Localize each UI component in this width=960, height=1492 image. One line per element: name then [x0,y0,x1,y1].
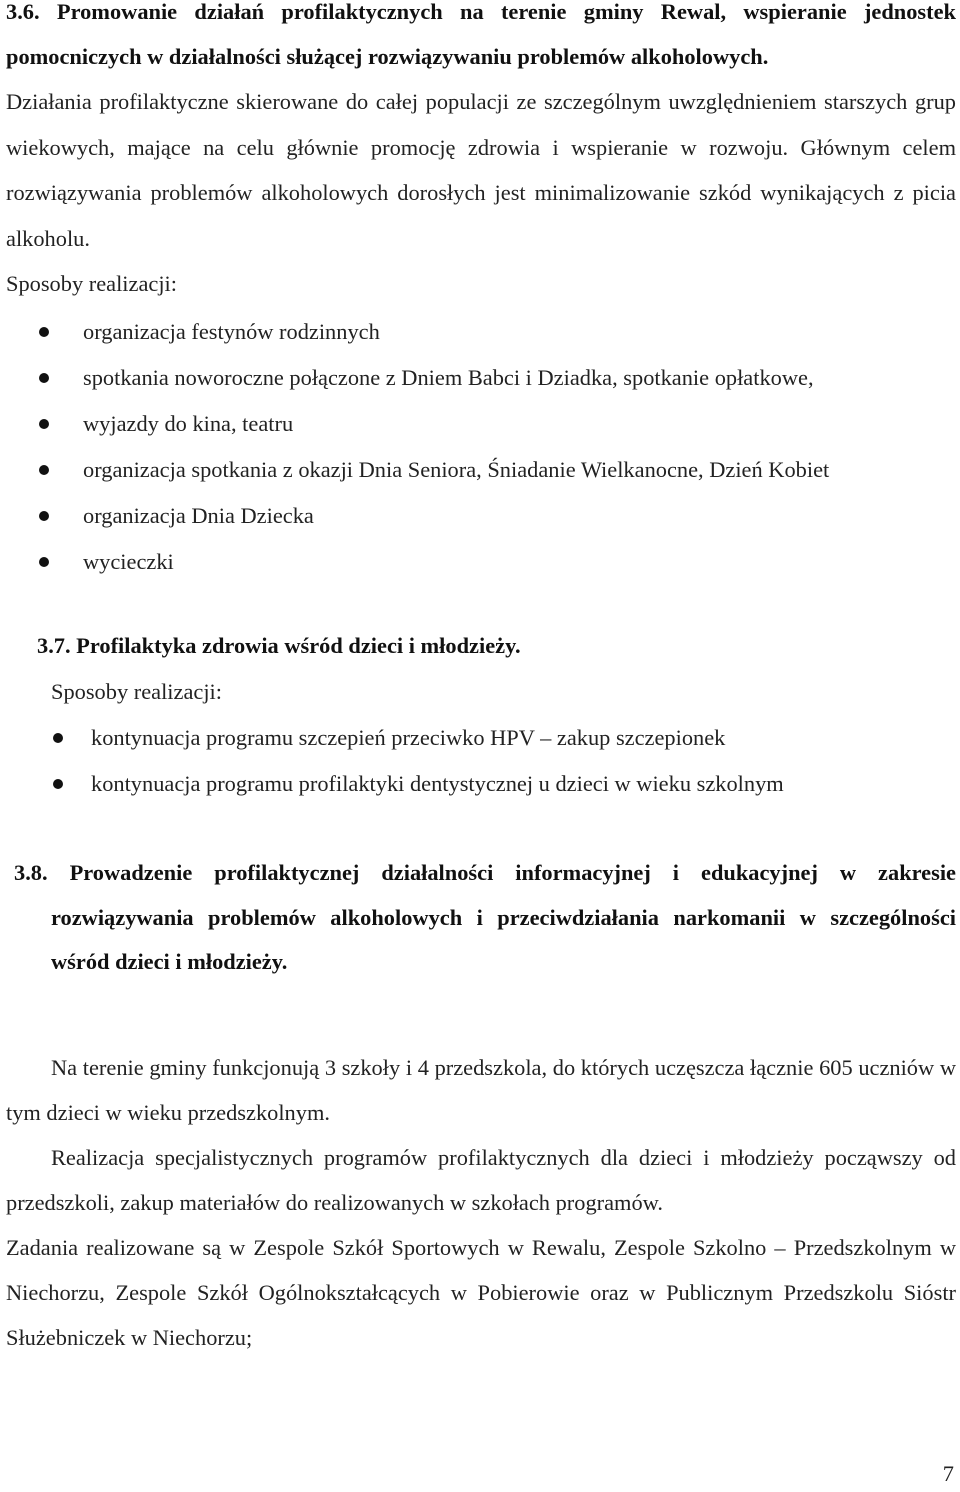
list-item [6,539,956,585]
list-item-text: organizacja Dnia Dziecka [83,503,314,528]
list-item-text: spotkania noworoczne połączone z Dniem Babci i Dziadka, spotkanie opłatkowe, [83,365,814,390]
bullet-icon [53,779,63,789]
bullet-icon [39,373,49,383]
bullet-icon [39,419,49,429]
section-3-6-methods-list [6,309,956,585]
list-item [6,761,956,807]
bullet-icon [39,511,49,521]
section-3-7-heading: 3.7. Profilaktyka zdrowia wśród dzieci i młodzieży. [37,633,521,658]
section-3-8-paragraph-schools: Na terenie gminy funkcjonują 3 szkoły i 4 przedszkola, do których uczęszcza łącznie 605 uczniów w tym dzieci w wieku przedszkolnym. [6,1054,956,1125]
list-item [6,493,956,539]
list-item-text: organizacja spotkania z okazji Dnia Seniora, Śniadanie Wielkanocne, Dzień Kobiet [83,457,830,482]
list-item [6,355,956,401]
section-3-7-methods-label: Sposoby realizacji: [51,679,222,704]
bullet-icon [39,557,49,567]
list-item [6,401,956,447]
list-item [6,447,956,493]
section-3-8-heading: 3.8. Prowadzenie profilaktycznej działalności informacyjnej i edukacyjnej w zakresie rozwiązywania problemów alkoholowych i przeciwdziałania narkomanii w szczególności wśród dzieci i młodzieży. [14,860,956,974]
page-number: 7 [942,1461,954,1486]
section-3-8-paragraph-programs: Realizacja specjalistycznych programów profilaktycznych dla dzieci i młodzieży począwszy od przedszkoli, zakup materiałów do realizowanych w szkołach programów. [6,1144,956,1215]
document-page [6,0,956,1360]
list-item-text: kontynuacja programu profilaktyki dentystycznej u dzieci w wieku szkolnym [91,771,784,796]
bullet-icon [39,327,49,337]
list-item-text: wyjazdy do kina, teatru [83,411,294,436]
section-3-8-paragraph-institutions: Zadania realizowane są w Zespole Szkół Sportowych w Rewalu, Zespole Szkolno – Przedszkolnym w Niechorzu, Zespole Szkół Ogólnokształcących w Pobierowie oraz w Publicznym Przedszkolu Sióstr Służebniczek w Niechorzu; [6,1234,956,1350]
bullet-icon [39,465,49,475]
section-3-6-methods-label: Sposoby realizacji: [6,271,177,296]
list-item [6,309,956,355]
section-3-6-paragraph: Działania profilaktyczne skierowane do całej populacji ze szczególnym uwzględnieniem starszych grup wiekowych, mające na celu głównie promocję zdrowia i wspieranie w rozwoju. Głównym celem rozwiązywania problemów alkoholowych dorosłych jest minimalizowanie szkód wynikających z picia alkoholu. [6,89,956,251]
list-item [6,715,956,761]
list-item-text: kontynuacja programu szczepień przeciwko HPV – zakup szczepionek [91,725,726,750]
list-item-text: wycieczki [83,549,174,574]
list-item-text: organizacja festynów rodzinnych [83,319,380,344]
bullet-icon [53,733,63,743]
section-3-6-heading: 3.6. Promowanie działań profilaktycznych na terenie gminy Rewal, wspieranie jednostek pomocniczych w działalności służącej rozwiązywaniu problemów alkoholowych. [6,0,956,69]
section-3-7-methods-list [6,715,956,807]
